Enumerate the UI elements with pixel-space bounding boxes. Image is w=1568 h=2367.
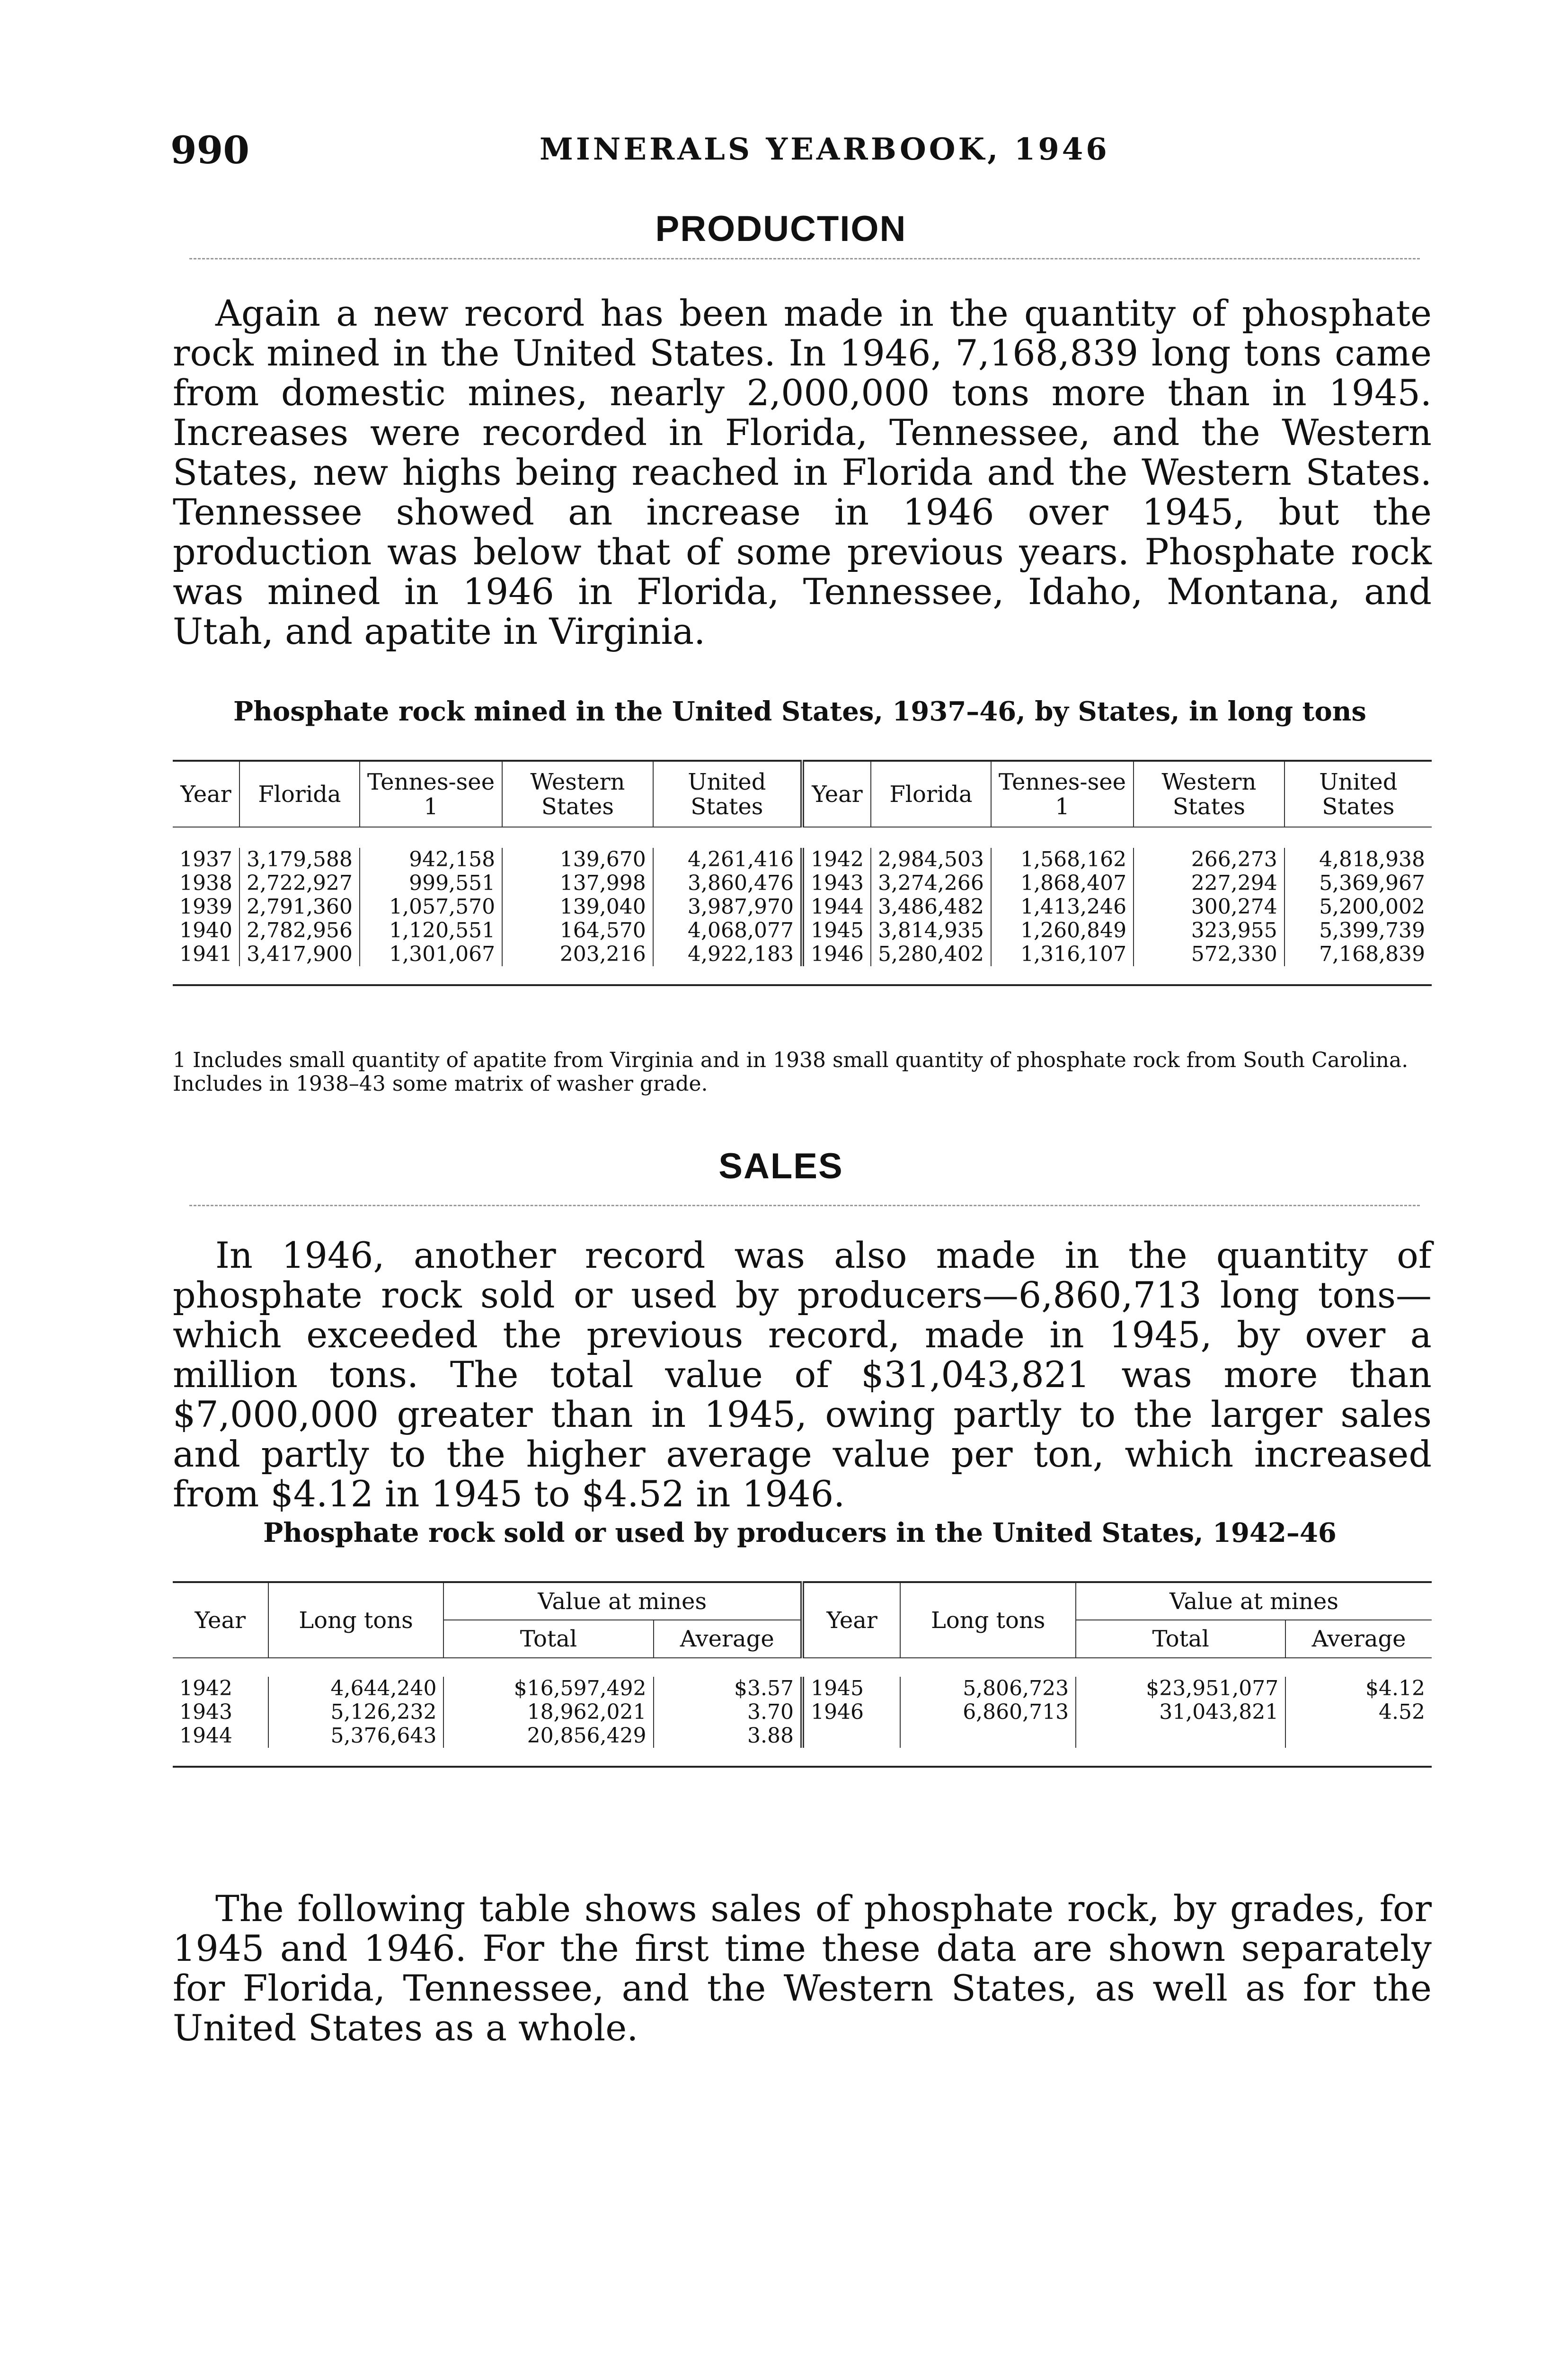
table-row: 1944 5,376,643 20,856,429 3.88 [173,1724,1432,1748]
t2-head-total-2: Total [1076,1620,1285,1658]
t1-head-western: Western States [502,761,653,827]
section-title-sales: SALES [718,1146,843,1186]
t1-head-florida-2: Florida [871,761,991,827]
t2-head-long-tons-2: Long tons [900,1582,1076,1658]
table1 [173,760,1432,986]
t2-head-total: Total [443,1620,653,1658]
t2-head-average-2: Average [1285,1620,1432,1658]
section-title-production: PRODUCTION [655,209,907,249]
table1-footnote: 1 Includes small quantity of apatite from Virginia and in 1938 small quantity of phosphate rock from South Carolina. Includes in 1938–43 some matrix of washer grade. [173,1048,1409,1096]
t1-head-us: United States [653,761,802,827]
t2-head-average: Average [654,1620,802,1658]
t2-head-year-2: Year [802,1582,900,1658]
table-row: 1941 3,417,900 1,301,067 203,216 4,922,183 1946 5,280,402 1,316,107 572,330 7,168,839 [173,943,1432,966]
running-title: MINERALS YEARBOOK, 1946 [540,132,1110,167]
section-divider [189,258,1420,259]
t1-head-year: Year [180,781,231,808]
table-row: 1938 2,722,927 999,551 137,998 3,860,476 1943 3,274,266 1,868,407 227,294 5,369,967 [173,872,1432,895]
t2-head-long-tons: Long tons [268,1582,444,1658]
section-divider [189,1205,1420,1206]
t2-head-year: Year [195,1607,246,1634]
t1-head-western-2: Western States [1134,761,1285,827]
table-row: 1942 4,644,240 $16,597,492 $3.57 1945 5,806,723 $23,951,077 $4.12 [173,1677,1432,1700]
table2-caption: Phosphate rock sold or used by producers in the United States, 1942–46 [263,1517,1337,1548]
t1-head-tennessee-2: Tennes-see 1 [991,761,1134,827]
table1-caption: Phosphate rock mined in the United States, 1937–46, by States, in long tons [233,696,1366,727]
t1-head-tennessee: Tennes-see 1 [360,761,502,827]
page-number: 990 [170,128,249,172]
sales-paragraph: In 1946, another record was also made in the quantity of phosphate rock sold or used by producers—6,860,713 long tons—which exceeded the previous record, made in 1945, by over a million tons. The total value of $31,043,821 was more than $7,000,000 greater than in 1945, owing partly to the larger sales and partly to the higher average value per ton, which increased from $4.12 in 1945 to $4.52 in 1946. [173,1234,1432,1515]
closing-paragraph: The following table shows sales of phosphate rock, by grades, for 1945 and 1946. For the first time these data are shown separately for Florida, Tennessee, and the Western States, as well as for the United States as a whole. [173,1887,1432,2049]
table2 [173,1581,1432,1768]
t1-head-us-2: United States [1285,761,1432,827]
page-header [170,128,1448,180]
table-row: 1939 2,791,360 1,057,570 139,040 3,987,970 1944 3,486,482 1,413,246 300,274 5,200,002 [173,895,1432,919]
t2-head-value: Value at mines [443,1582,802,1620]
table-row: 1940 2,782,956 1,120,551 164,570 4,068,077 1945 3,814,935 1,260,849 323,955 5,399,739 [173,919,1432,943]
t1-head-year-2: Year [802,761,871,827]
t1-head-florida: Florida [239,761,360,827]
production-paragraph: Again a new record has been made in the quantity of phosphate rock mined in the United States. In 1946, 7,168,839 long tons came from domestic mines, nearly 2,000,000 tons more than in 1945. Increases were recorded in Florida, Tennessee, and the Western States, new highs being reached in Florida and the Western States. Tennessee showed an increase in 1946 over 1945, but the production was below that of some previous years. Phosphate rock was mined in 1946 in Florida, Tennessee, Idaho, Montana, and Utah, and apatite in Virginia. [173,292,1432,652]
table-row: 1943 5,126,232 18,962,021 3.70 1946 6,860,713 31,043,821 4.52 [173,1700,1432,1724]
t2-head-value-2: Value at mines [1076,1582,1432,1620]
table-row: 1937 3,179,588 942,158 139,670 4,261,416 1942 2,984,503 1,568,162 266,273 4,818,938 [173,848,1432,872]
